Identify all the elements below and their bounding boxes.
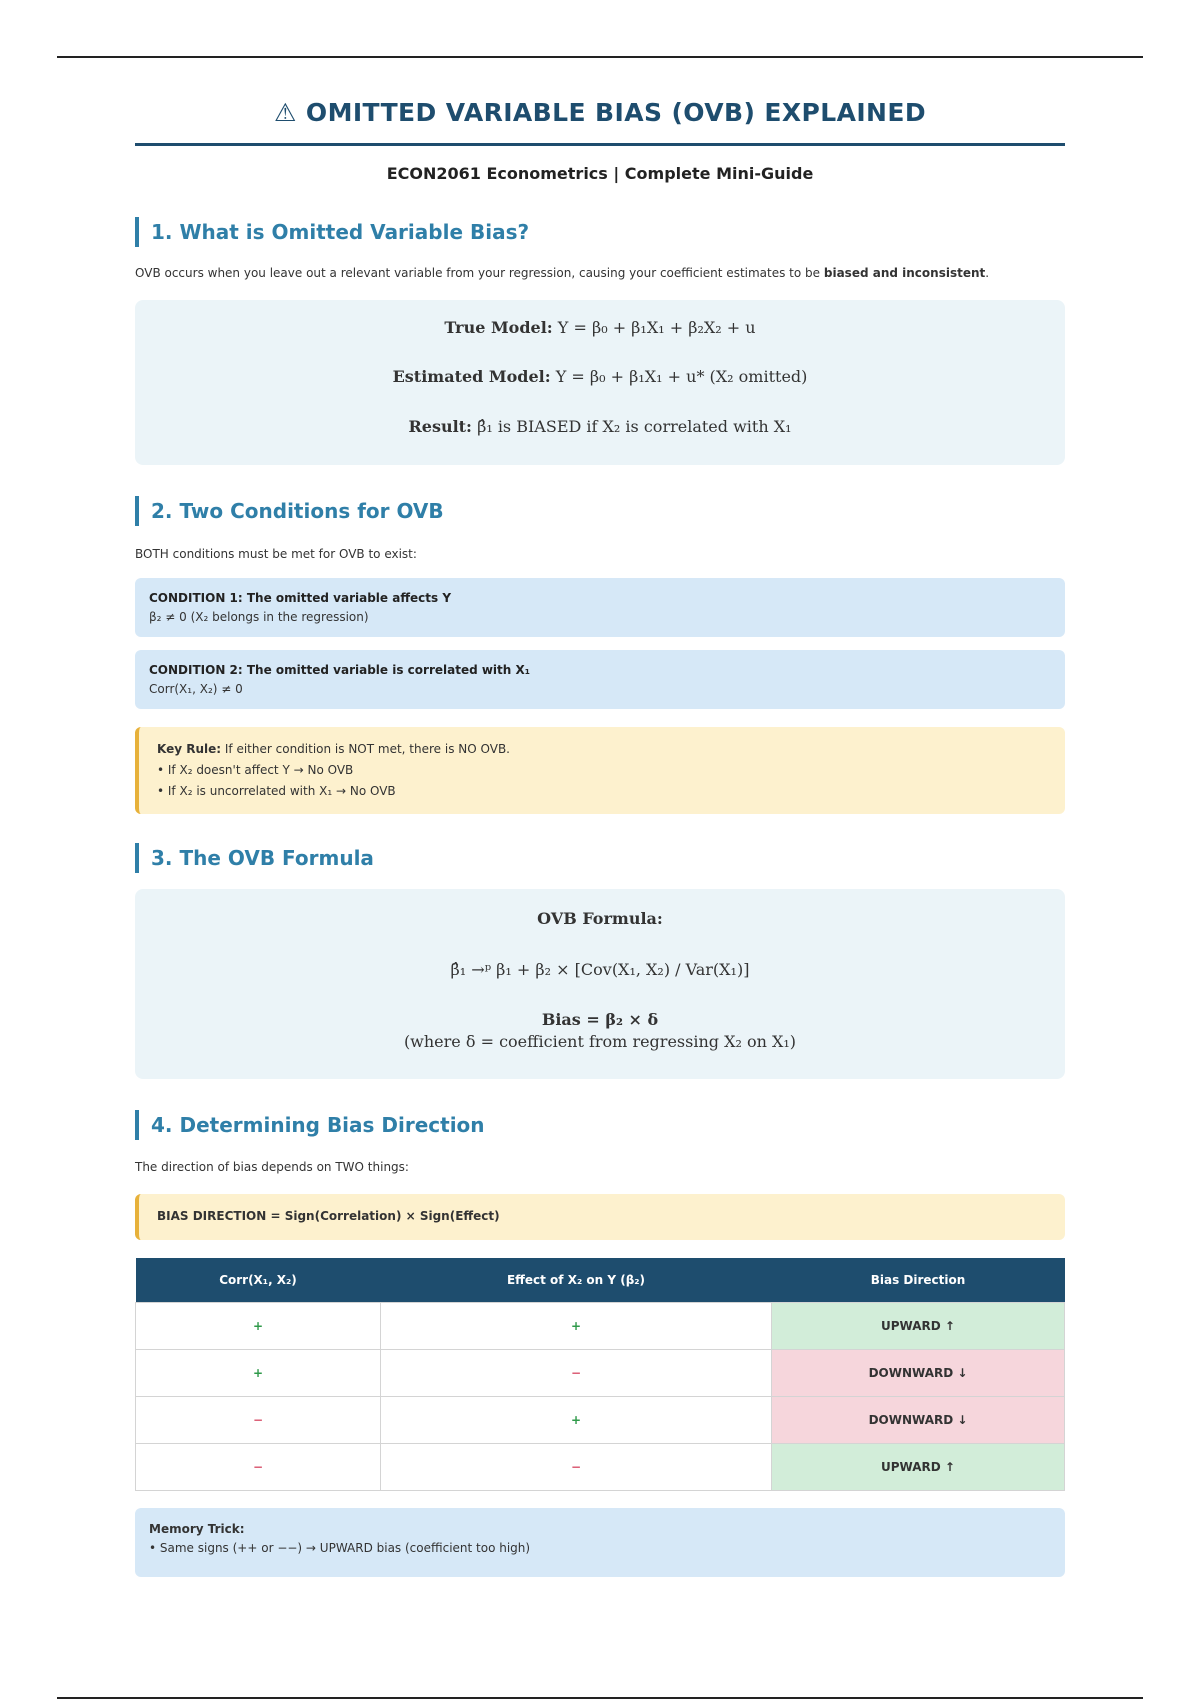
key-rule-box	[135, 727, 1065, 814]
key-rule-label: Key Rule:	[157, 742, 222, 756]
effect-sign-cell: +	[381, 1397, 772, 1444]
model-box	[135, 300, 1065, 465]
ovb-formula: β̂₁ →ᵖ β₁ + β₂ × [Cov(X₁, X₂) / Var(X₁)]	[450, 960, 750, 979]
bottom-rule	[57, 1697, 1143, 1699]
corr-sign-cell: −	[136, 1444, 381, 1491]
condition-2-box	[135, 650, 1065, 709]
key-rule-bullet-1: • If X₂ doesn't affect Y → No OVB	[157, 763, 354, 777]
page-subtitle: ECON2061 Econometrics | Complete Mini-Guide	[386, 164, 814, 183]
corr-sign-cell: −	[136, 1397, 381, 1444]
estimated-model-equation: Y = β₀ + β₁X₁ + u* (X₂ omitted)	[555, 367, 808, 386]
table-header-row	[136, 1258, 1065, 1303]
model-result	[135, 417, 1065, 436]
true-model	[135, 318, 1065, 337]
effect-sign-cell: −	[381, 1350, 772, 1397]
page-title	[135, 98, 1065, 146]
estimated-model-label: Estimated Model:	[392, 367, 551, 386]
section-2-intro: BOTH conditions must be met for OVB to exist:	[135, 547, 417, 561]
page-title-text: OMITTED VARIABLE BIAS (OVB) EXPLAINED	[305, 98, 926, 127]
estimated-model	[135, 367, 1065, 386]
bias-direction-table	[135, 1258, 1065, 1491]
table-row	[136, 1397, 1065, 1444]
section-1-intro-text: OVB occurs when you leave out a relevant variable from your regression, causing your coefficient estimates to be	[135, 266, 821, 280]
section-1-intro-bold: biased and inconsistent	[823, 266, 986, 280]
memory-trick-bullet-1: • Same signs (++ or −−) → UPWARD bias (coefficient too high)	[149, 1541, 531, 1555]
key-rule-text: If either condition is NOT met, there is NO OVB.	[224, 742, 510, 756]
model-result-label: Result:	[408, 417, 472, 436]
table-row	[136, 1444, 1065, 1491]
formula-box	[135, 889, 1065, 1079]
header-correlation: Corr(X₁, X₂)	[136, 1258, 381, 1303]
top-rule	[57, 56, 1143, 58]
document-content	[135, 98, 1065, 1577]
memory-trick-title: Memory Trick:	[149, 1522, 245, 1536]
condition-2-text: Corr(X₁, X₂) ≠ 0	[149, 682, 243, 696]
effect-sign-cell: −	[381, 1444, 772, 1491]
condition-1-text: β₂ ≠ 0 (X₂ belongs in the regression)	[149, 610, 369, 624]
corr-sign-cell: +	[136, 1303, 381, 1350]
section-4-heading: 4. Determining Bias Direction	[135, 1110, 1065, 1140]
formula-label: OVB Formula:	[537, 909, 663, 928]
true-model-label: True Model:	[444, 318, 553, 337]
warning-icon: ⚠	[274, 98, 297, 127]
bias-formula: Bias = β₂ × δ	[541, 1010, 659, 1029]
key-rule-line	[157, 739, 1047, 760]
corr-sign-cell: +	[136, 1350, 381, 1397]
bias-direction-cell: UPWARD ↑	[772, 1444, 1065, 1491]
table-row	[136, 1303, 1065, 1350]
bias-direction-rule: BIAS DIRECTION = Sign(Correlation) × Sign(Effect)	[135, 1194, 1065, 1240]
bias-note: (where δ = coefficient from regressing X₂ on X₁)	[403, 1032, 797, 1051]
section-1-intro	[135, 266, 1065, 280]
header-effect: Effect of X₂ on Y (β₂)	[381, 1258, 772, 1303]
section-4-intro: The direction of bias depends on TWO things:	[135, 1160, 409, 1174]
section-2-heading: 2. Two Conditions for OVB	[135, 496, 1065, 526]
condition-1-box	[135, 578, 1065, 637]
condition-2-title: CONDITION 2: The omitted variable is correlated with X₁	[149, 663, 531, 677]
section-1-heading: 1. What is Omitted Variable Bias?	[135, 217, 1065, 247]
bias-direction-cell: DOWNWARD ↓	[772, 1350, 1065, 1397]
key-rule-bullet-2: • If X₂ is uncorrelated with X₁ → No OVB	[157, 784, 396, 798]
bias-direction-cell: DOWNWARD ↓	[772, 1397, 1065, 1444]
section-1-intro-end: .	[985, 266, 990, 280]
header-bias-direction: Bias Direction	[772, 1258, 1065, 1303]
bias-direction-cell: UPWARD ↑	[772, 1303, 1065, 1350]
table-row	[136, 1350, 1065, 1397]
effect-sign-cell: +	[381, 1303, 772, 1350]
true-model-equation: Y = β₀ + β₁X₁ + β₂X₂ + u	[557, 318, 756, 337]
condition-1-title: CONDITION 1: The omitted variable affects Y	[149, 591, 452, 605]
model-result-text: β̂₁ is BIASED if X₂ is correlated with X₁	[477, 417, 792, 436]
memory-trick-box	[135, 1508, 1065, 1577]
section-3-heading: 3. The OVB Formula	[135, 843, 1065, 873]
